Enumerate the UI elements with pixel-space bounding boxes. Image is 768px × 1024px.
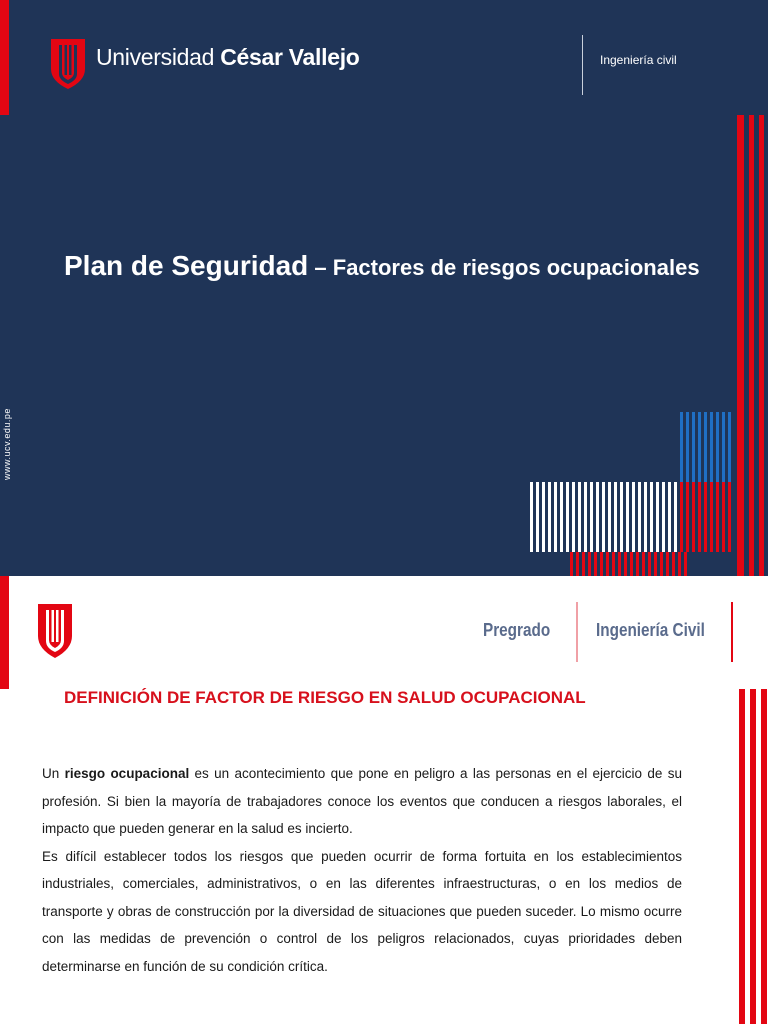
slide-title: Plan de Seguridad – Factores de riesgos ocupacionales	[64, 250, 700, 281]
university-name: Universidad César Vallejo	[96, 44, 360, 70]
decorative-stripes	[0, 576, 768, 1024]
section-heading: DEFINICIÓN DE FACTOR DE RIESGO EN SALUD OCUPACIONAL	[64, 688, 586, 707]
paragraph-2: Es difícil establecer todos los riesgos que pueden ocurrir de forma fortuita en los establecimientos industriales, comerciales, administrativos, o en las diferentes infraestructuras, o en los medios de transporte y obras de construcción por la diversidad de situaciones que pueden suceder. Lo mismo ocurre con las medidas de prevención o control de los peligros relacionados, cuyas prioridades deben determinarse en función de su condición crítica.	[42, 848, 682, 974]
pregrado-label: Pregrado	[483, 620, 551, 640]
career-label: Ingeniería Civil	[596, 620, 705, 640]
career-label: Ingeniería civil	[600, 53, 677, 67]
website-url: www.ucv.edu.pe	[2, 408, 12, 480]
paragraph-1: Un riesgo ocupacional es un acontecimiento que pone en peligro a las personas en el ejercicio de su profesión. Si bien la mayoría de trabajadores conoce los eventos que conducen a riesgos laborales, el impacto que pueden generar en la salud es incierto.	[42, 766, 682, 836]
content-slide	[0, 576, 768, 1024]
